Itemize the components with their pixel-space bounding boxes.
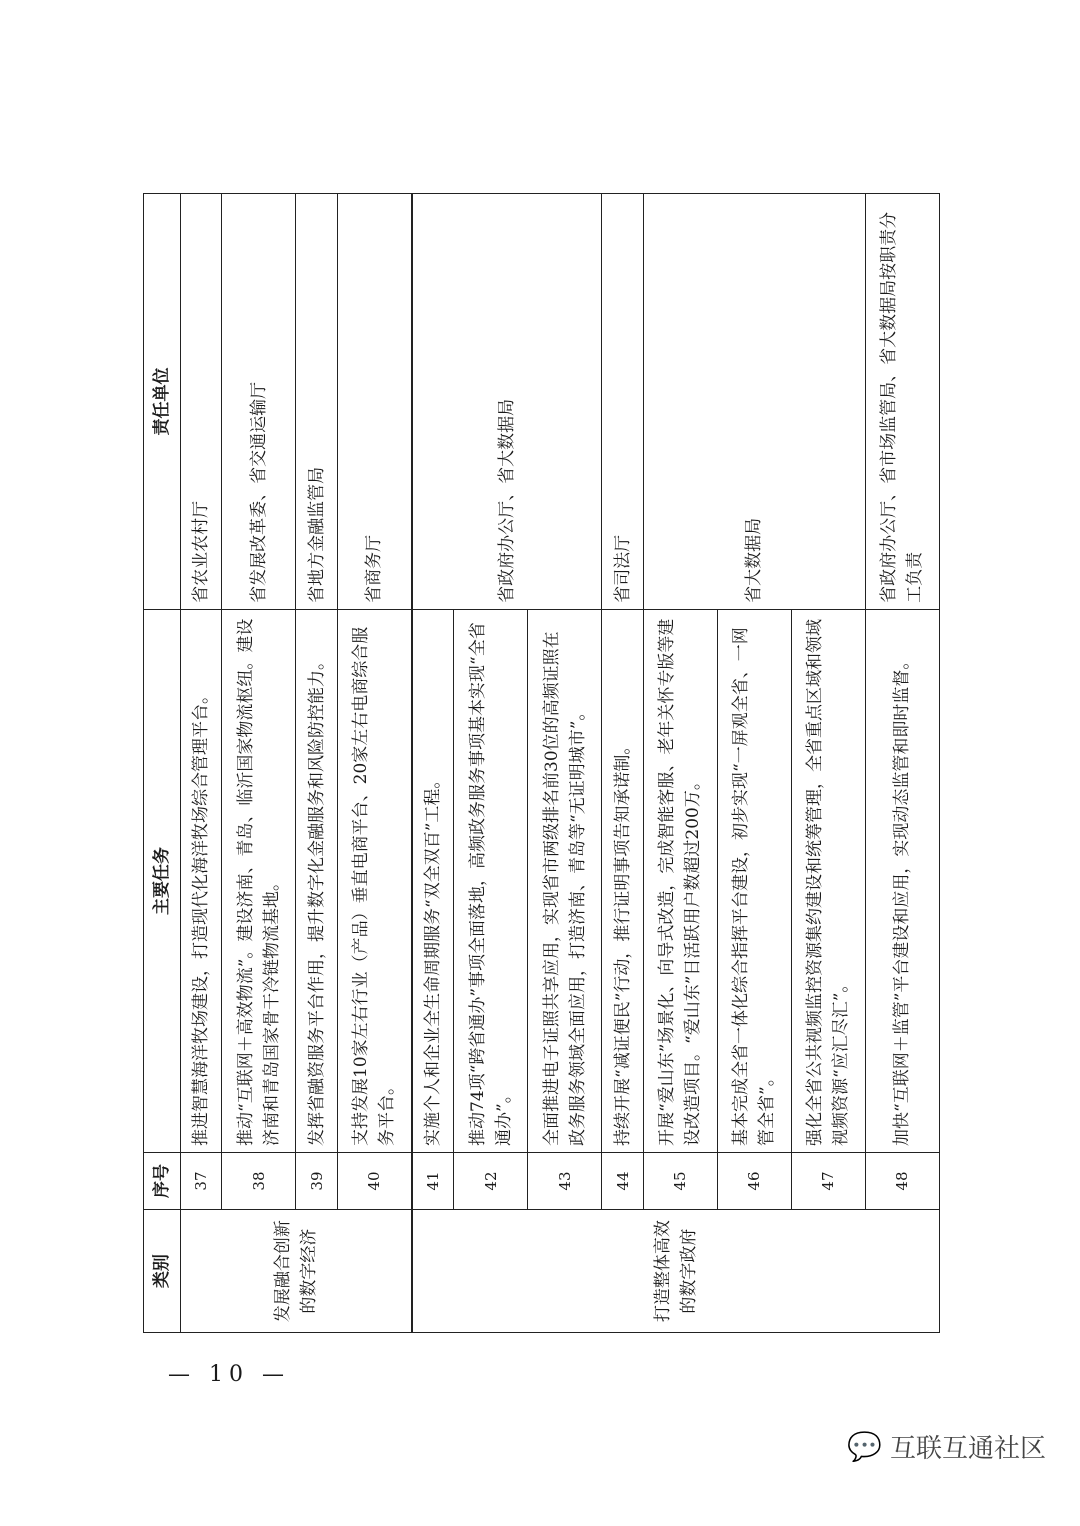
- row-number: 44: [602, 1152, 643, 1209]
- table-row: [337, 194, 412, 1333]
- category-cell: 打造整体高效的数字政府: [412, 1210, 940, 1333]
- wechat-icon: 💬: [847, 1430, 882, 1463]
- task-cell: 推进智慧海洋牧场建设，打造现代化海洋牧场综合管理平台。: [181, 609, 222, 1152]
- task-cell: 全面推进电子证照共享应用，实现省市两级排名前30位的高频证照在政务服务领域全面应用，打造济南、青岛等“无证明城市”。: [528, 609, 602, 1152]
- watermark: [847, 1428, 1046, 1465]
- row-number: 43: [528, 1152, 602, 1209]
- header-row: [144, 194, 181, 1333]
- unit-cell: 省政府办公厅、省大数据局: [412, 194, 602, 610]
- row-number: 42: [454, 1152, 528, 1209]
- unit-cell: 省农业农村厅: [181, 194, 222, 610]
- row-number: 40: [337, 1152, 412, 1209]
- category-cell: 发展融合创新的数字经济: [181, 1210, 412, 1333]
- row-number: 41: [412, 1152, 454, 1209]
- table-row: [643, 194, 717, 1333]
- row-number: 39: [296, 1152, 337, 1209]
- unit-cell: 省地方金融监管局: [296, 194, 337, 610]
- unit-cell: 省商务厅: [337, 194, 412, 610]
- task-table: [143, 193, 940, 1333]
- row-number: 38: [222, 1152, 296, 1209]
- unit-cell: 省大数据局: [643, 194, 865, 610]
- task-cell: 支持发展10家左右行业（产品）垂直电商平台、20家左右电商综合服务平台。: [337, 609, 412, 1152]
- row-number: 48: [865, 1152, 939, 1209]
- task-cell: 加快“互联网＋监管”平台建设和应用，实现动态监管和即时监督。: [865, 609, 939, 1152]
- task-cell: 开展“爱山东”场景化、向导式改造，完成智能客服、老年关怀专版等建设改造项目。“爱山东”日活跃用户数超过200万。: [643, 609, 717, 1152]
- header-no: 序号: [144, 1152, 181, 1209]
- row-number: 47: [791, 1152, 865, 1209]
- header-task: 主要任务: [144, 609, 181, 1152]
- table-row: [222, 194, 296, 1333]
- table-row: [296, 194, 337, 1333]
- table-row: [602, 194, 643, 1333]
- task-cell: 基本完成全省一体化综合指挥平台建设，初步实现“一屏观全省、一网管全省”。: [717, 609, 791, 1152]
- task-cell: 推动“互联网＋高效物流”。建设济南、青岛、临沂国家物流枢纽。建设济南和青岛国家骨干冷链物流基地。: [222, 609, 296, 1152]
- unit-cell: 省政府办公厅、省市场监管局、省大数据局按职责分工负责: [865, 194, 939, 610]
- table-row: [412, 194, 454, 1333]
- row-number: 45: [643, 1152, 717, 1209]
- rotated-page: [143, 193, 940, 1333]
- task-cell: 强化全省公共视频监控资源集约建设和统筹管理，全省重点区域和领域视频资源“应汇尽汇”。: [791, 609, 865, 1152]
- row-number: 37: [181, 1152, 222, 1209]
- unit-cell: 省司法厅: [602, 194, 643, 610]
- task-cell: 发挥省融资服务平台作用，提升数字化金融服务和风险防控能力。: [296, 609, 337, 1152]
- header-unit: 责任单位: [144, 194, 181, 610]
- task-cell: 推动74项“跨省通办”事项全面落地，高频政务服务事项基本实现“全省通办”。: [454, 609, 528, 1152]
- table-row: [865, 194, 939, 1333]
- table-row: [181, 194, 222, 1333]
- header-category: 类别: [144, 1210, 181, 1333]
- task-cell: 实施个人和企业全生命周期服务“双全双百”工程。: [412, 609, 454, 1152]
- unit-cell: 省发展改革委、省交通运输厅: [222, 194, 296, 610]
- row-number: 46: [717, 1152, 791, 1209]
- task-cell: 持续开展“减证便民”行动，推行证明事项告知承诺制。: [602, 609, 643, 1152]
- watermark-text: 互联互通社区: [889, 1434, 1046, 1464]
- page-number: — 10 —: [168, 1362, 290, 1387]
